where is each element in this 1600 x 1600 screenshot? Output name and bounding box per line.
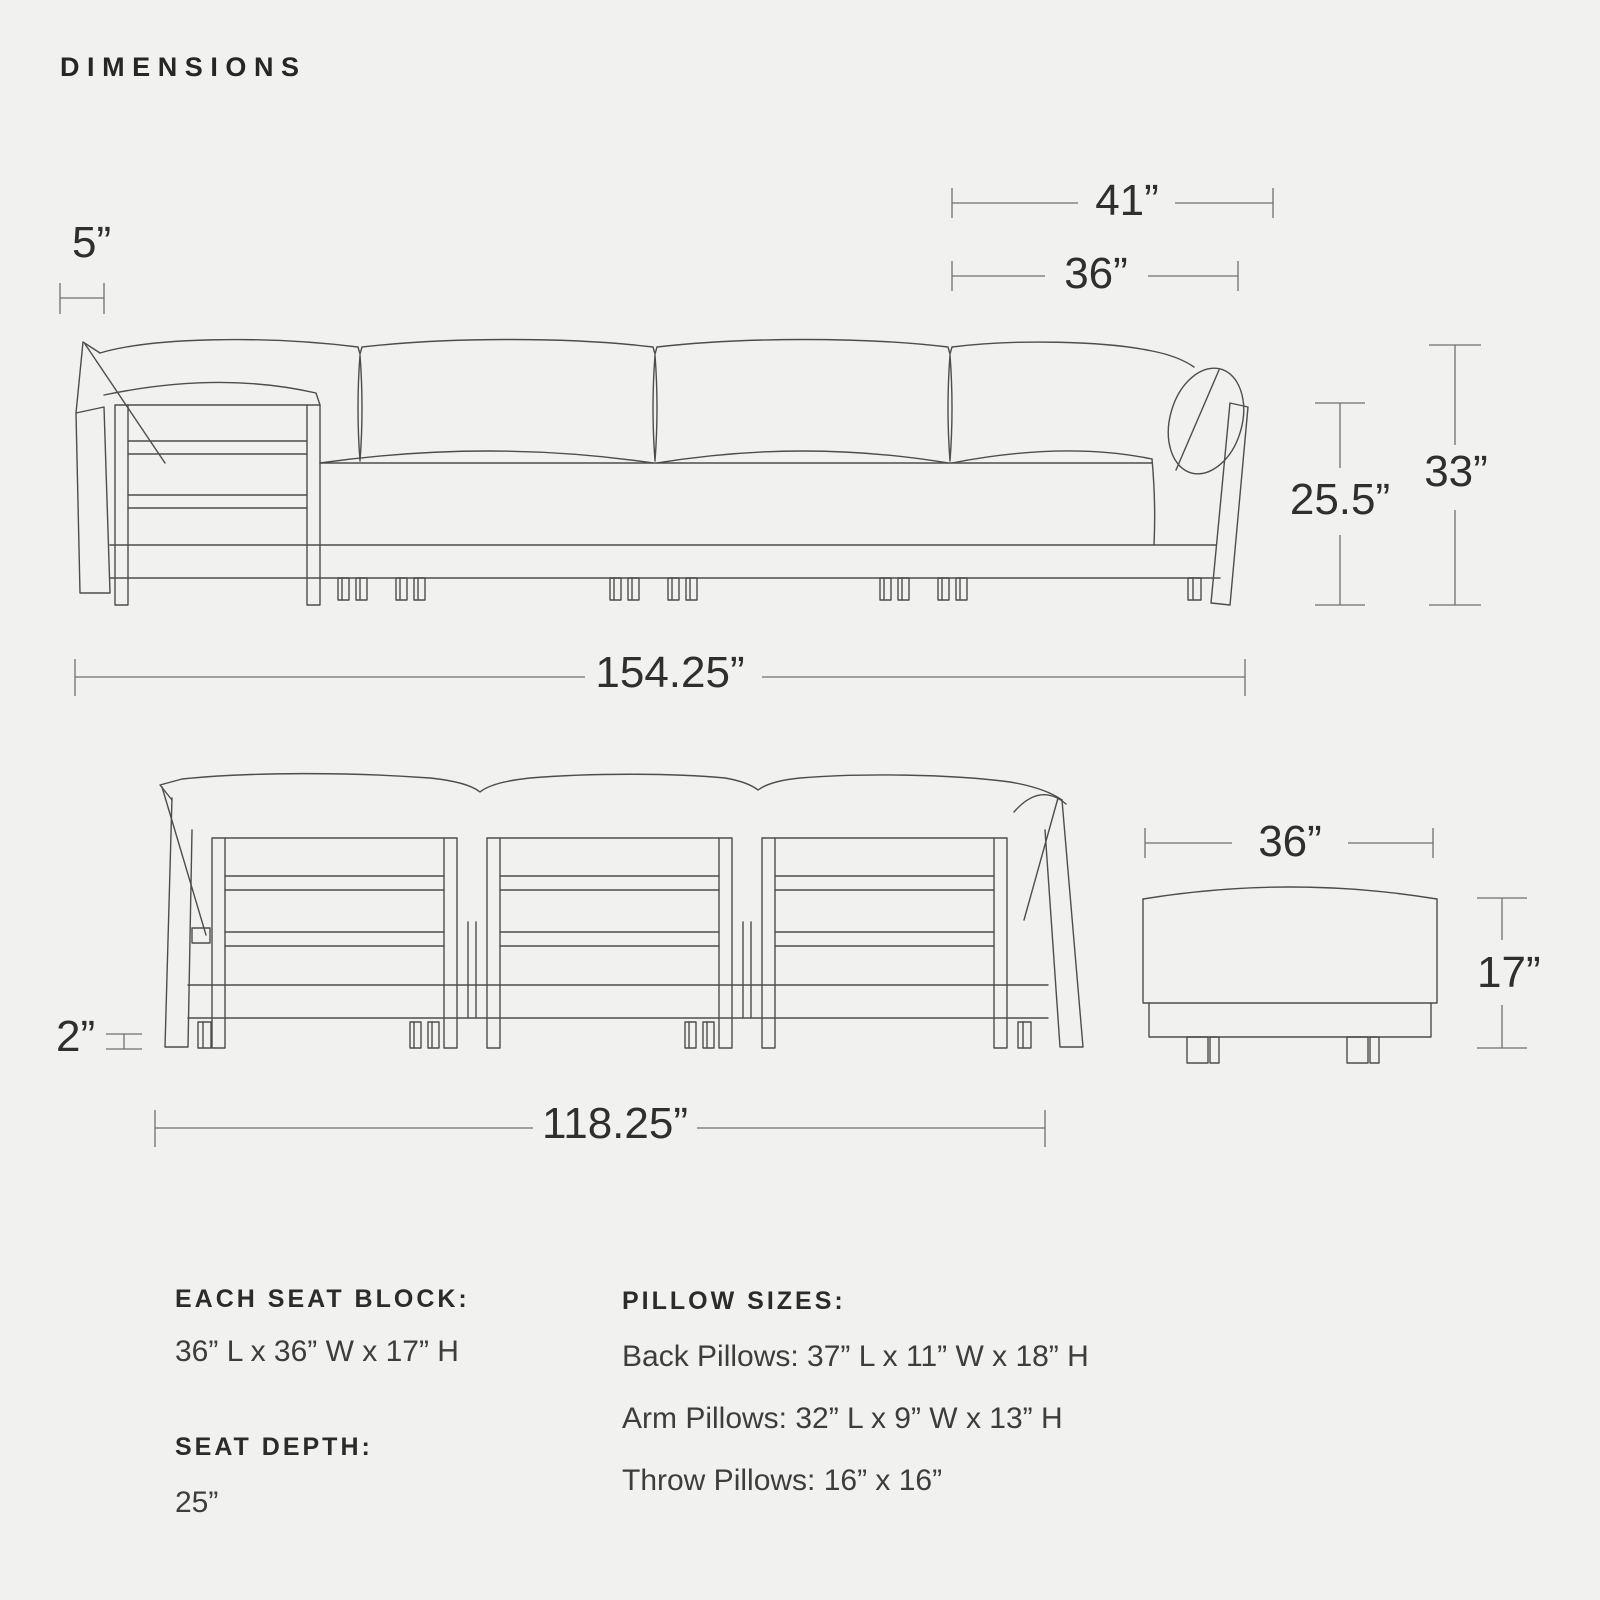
pillow-size-throw: Throw Pillows: 16” x 16”: [622, 1464, 943, 1497]
dim-line-arm-depth: [60, 283, 104, 314]
dim-label-ottoman-width: 36”: [1258, 817, 1322, 866]
dim-label-overall-height: 33”: [1424, 447, 1488, 496]
dim-label-leg-height: 2”: [56, 1012, 96, 1061]
seat-depth-spec: [175, 1433, 373, 1520]
dim-label-arm-depth: 5”: [72, 218, 112, 267]
dim-label-back-length: 118.25”: [542, 1099, 688, 1148]
seat-block-value: 36” L x 36” W x 17” H: [175, 1335, 459, 1368]
dim-label-end-seat-width: 41”: [1095, 176, 1159, 225]
seat-block-spec: [175, 1285, 470, 1369]
seat-block-heading: EACH SEAT BLOCK:: [175, 1285, 470, 1313]
bolster-pillow: [1157, 359, 1256, 483]
pillow-size-arm: Arm Pillows: 32” L x 9” W x 13” H: [622, 1402, 1063, 1435]
dim-line-leg-height: [106, 1034, 142, 1049]
seat-depth-value: 25”: [175, 1486, 219, 1519]
sofa-side-view-drawing: [76, 340, 1255, 606]
pillow-sizes-spec: [622, 1287, 1089, 1527]
sofa-back-view-drawing: [160, 774, 1083, 1048]
dim-label-overall-length: 154.25”: [595, 648, 745, 697]
ottoman-legs: [1187, 1037, 1379, 1063]
pillow-size-back: Back Pillows: 37” L x 11” W x 18” H: [622, 1340, 1089, 1373]
back-view-legs: [198, 1022, 1031, 1048]
page-title: DIMENSIONS: [60, 52, 307, 82]
ottoman-drawing: [1143, 887, 1437, 1063]
seat-depth-heading: SEAT DEPTH:: [175, 1433, 373, 1461]
dim-label-ottoman-height: 17”: [1477, 948, 1541, 997]
pillow-sizes-heading: PILLOW SIZES:: [622, 1287, 846, 1315]
dim-label-seat-width: 36”: [1064, 249, 1128, 298]
dim-label-seat-back-height: 25.5”: [1289, 475, 1391, 524]
side-view-legs: [338, 578, 1201, 600]
